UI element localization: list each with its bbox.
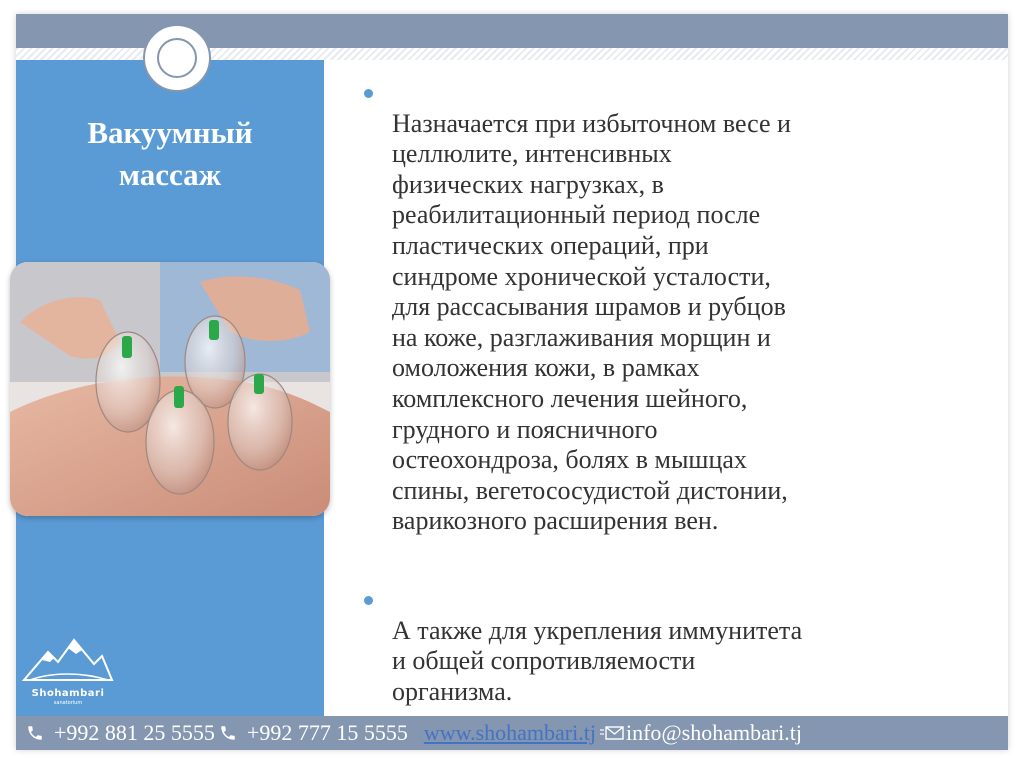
- slide-title: Вакуумный массаж: [87, 115, 253, 192]
- bullet-item: [360, 585, 980, 707]
- bullet-icon: [364, 596, 373, 605]
- envelope-icon: [600, 725, 624, 741]
- bullet-text: А также для укрепления иммунитета и общей сопротивляемости организма.: [392, 615, 803, 706]
- phone-number-1: +992 881 25 5555: [54, 720, 215, 745]
- phone-number-2: +992 777 15 5555: [246, 720, 408, 745]
- bullet-text: Назначается при избыточном весе и целлюлите, интенсивных физических нагрузках, в реабилитационный период после пластических операций, при синдроме хронической усталости, для рассасывания шрамов и рубцов на коже, разглаживания морщин и омоложения кожи, в рамках комплексного лечения шейного, грудного и поясничного остеохондроза, болях в мышцах спины, вегетососудистой дистонии, варикозного расширения вен.: [392, 108, 791, 536]
- bullet-item: [360, 78, 980, 537]
- logo-subtitle: sanatorium: [53, 700, 83, 706]
- phone-icon: [219, 724, 237, 742]
- bullet-icon: [364, 89, 373, 98]
- phone-icon: [26, 724, 44, 742]
- massage-cups-photo: [10, 262, 330, 516]
- footer-contacts: [26, 716, 996, 750]
- circle-ornament: [143, 24, 211, 92]
- bullet-list: [360, 78, 980, 707]
- email-address: info@shohambari.tj: [625, 720, 803, 745]
- mountain-logo: [22, 636, 114, 706]
- logo-name: Shohambari: [31, 688, 105, 699]
- website-link[interactable]: www.shohambari.tj: [423, 720, 596, 745]
